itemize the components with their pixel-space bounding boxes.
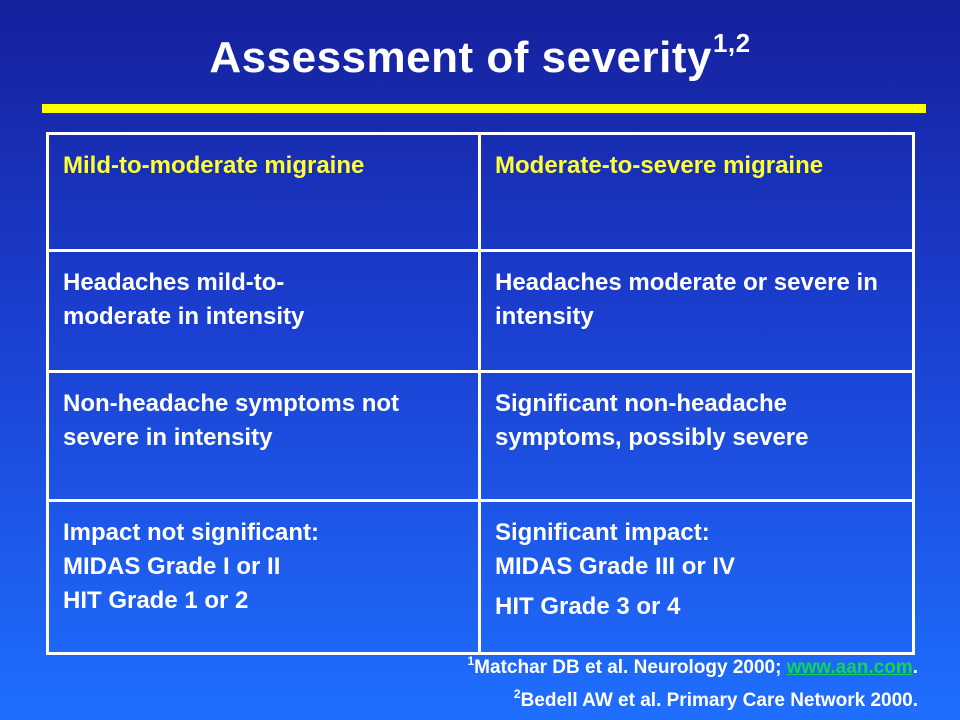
cell-non-headache-mild	[48, 372, 480, 501]
aan-website-link[interactable]: www.aan.com	[786, 657, 913, 678]
title-superscript: 1,2	[712, 28, 751, 58]
cell-line: HIT Grade 1 or 2	[63, 587, 249, 614]
cell-headache-intensity-mild	[48, 251, 480, 372]
yellow-divider	[42, 104, 926, 113]
reference-1-text: Matchar DB et al. Neurology 2000;	[474, 657, 787, 678]
cell-line: HIT Grade 3 or 4	[495, 593, 681, 620]
cell-line: Impact not significant:	[63, 519, 320, 546]
cell-line: Headaches moderate or severe in intensity	[495, 269, 878, 330]
cell-line: moderate in intensity	[63, 303, 305, 330]
cell-impact-mild	[48, 501, 480, 654]
cell-line: Significant non-headache symptoms, possibly severe	[495, 390, 809, 451]
title-text: Assessment of severity	[209, 33, 712, 82]
reference-2-text: Bedell AW et al. Primary Care Network 2000.	[520, 690, 918, 711]
header-mild-to-moderate: Mild-to-moderate migraine	[48, 134, 480, 251]
slide-title	[0, 28, 960, 83]
cell-non-headache-severe	[480, 372, 914, 501]
cell-impact-severe	[480, 501, 914, 654]
severity-table	[46, 132, 915, 655]
cell-headache-intensity-severe	[480, 251, 914, 372]
reference-1	[467, 648, 918, 681]
reference-1-mark: 1	[467, 654, 475, 668]
reference-2-mark: 2	[513, 687, 521, 701]
reference-1-end: .	[912, 657, 918, 678]
table-header-row	[48, 134, 914, 251]
table-row	[48, 251, 914, 372]
reference-2	[467, 681, 918, 714]
cell-line: MIDAS Grade I or II	[63, 553, 281, 580]
references	[467, 648, 918, 714]
cell-line: Headaches mild-to-	[63, 269, 285, 296]
cell-line: MIDAS Grade III or IV	[495, 553, 736, 580]
table-row	[48, 372, 914, 501]
header-moderate-to-severe: Moderate-to-severe migraine	[480, 134, 914, 251]
table-row	[48, 501, 914, 654]
cell-line: Non-headache symptoms not severe in intensity	[63, 390, 400, 451]
cell-line: Significant impact:	[495, 519, 710, 546]
